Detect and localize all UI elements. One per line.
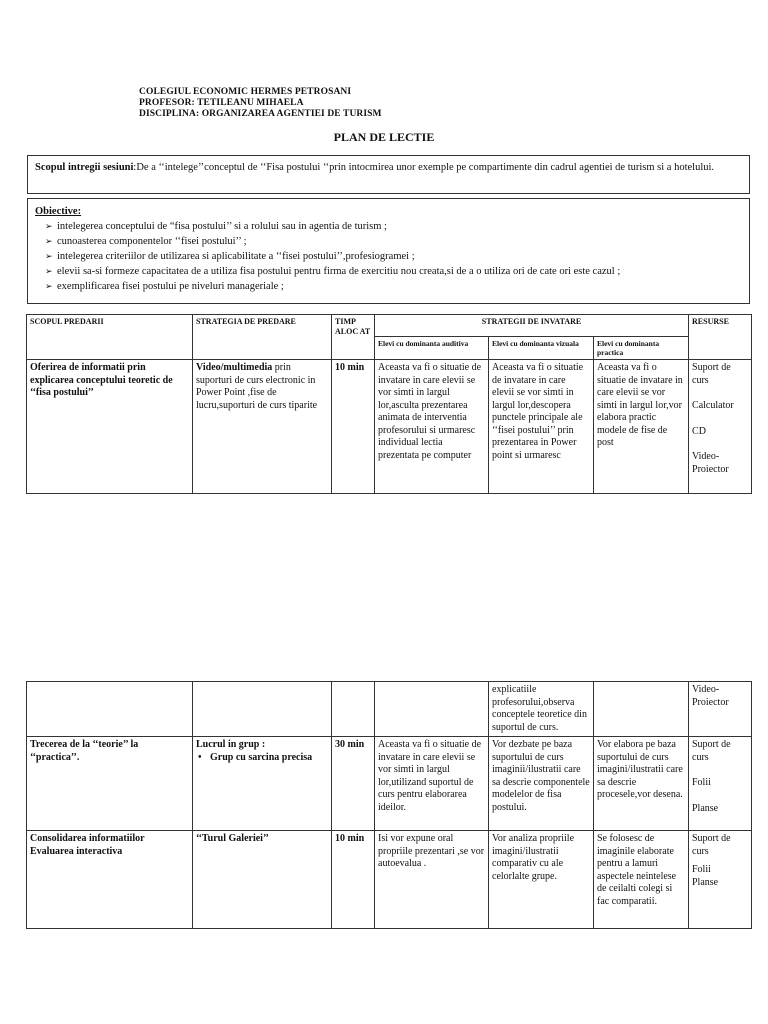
table-row bbox=[27, 360, 752, 494]
row1-time: 10 min bbox=[332, 360, 375, 494]
header-learning: STRATEGII DE INVATARE bbox=[375, 315, 689, 337]
row1-strategy: Video/multimedia prin suporturi de curs electronic in Power Point ,fise de lucru,suporturi de curs tiparite bbox=[193, 360, 332, 494]
school-name: COLEGIUL ECONOMIC HERMES PETROSANI bbox=[139, 87, 352, 97]
row2-strategy: Lucrul in grup : • Grup cu sarcina precisa bbox=[193, 737, 332, 831]
table-row bbox=[27, 682, 752, 737]
objective-item: ➢ elevii sa-si formeze capacitatea de a utiliza fisa postului pentru firma de exercitiu nou creata,si de a o utiliza ori de cate ori este cazul ; bbox=[45, 266, 621, 277]
row2-practical: Vor elabora pe baza suportului de curs imagini/ilustratii care sa descrie procesele,vor desena. bbox=[594, 737, 689, 831]
arrow-bullet-icon: ➢ bbox=[45, 236, 53, 246]
row1-resources: Suport de curs Calculator CD Video-Proiector bbox=[689, 360, 752, 494]
header-visual: Elevi cu dominanta vizuala bbox=[489, 337, 594, 360]
page-title: PLAN DE LECTIE bbox=[333, 130, 435, 144]
objectives-label: Obiective: bbox=[35, 206, 82, 217]
header-strategy: STRATEGIA DE PREDARE bbox=[193, 315, 332, 360]
row1-practical: Aceasta va fi o situatie de invatare in care elevii se vor simti in largul lor,vor elabora practic modele de fise de post bbox=[594, 360, 689, 494]
cont-visual: explicatiile profesorului,observa conceptele teoretice din suportul de curs. bbox=[489, 682, 594, 737]
scope-text: :De a ‘‘intelege’’conceptul de ‘‘Fisa postului ‘‘prin intocmirea unor exemple pe compartimente din cadrul agentiei de turism si a hotelului. bbox=[133, 162, 715, 173]
objective-item: ➢ intelegerea conceptului de “fisa postului’’ si a rolului sau in agentia de turism ; bbox=[45, 221, 387, 232]
header-time: TIMP ALOC AT bbox=[332, 315, 375, 360]
row3-visual: Vor analiza propriile imagini/ilustratii comparativ cu ale celorlalte grupe. bbox=[489, 831, 594, 929]
row3-auditory: Isi vor expune oral propriile prezentari ,se vor autoevalua . bbox=[375, 831, 489, 929]
objective-item: ➢ cunoasterea componentelor ‘‘fisei postului’’ ; bbox=[45, 236, 247, 247]
objectives-list bbox=[35, 219, 742, 294]
arrow-bullet-icon: ➢ bbox=[45, 266, 53, 276]
scope-label: Scopul intregii sesiuni bbox=[35, 162, 134, 173]
bullet-item: • Grup cu sarcina precisa bbox=[196, 752, 328, 765]
row1-auditory: Aceasta va fi o situatie de invatare in care elevii se vor simti in largul lor,asculta prezentarea animata de interventia profesorului si urmaresc individual lectia prezentata pe computer bbox=[375, 360, 489, 494]
row3-scope: Consolidarea informatiilor Evaluarea interactiva bbox=[27, 831, 193, 929]
table-row bbox=[27, 831, 752, 929]
row2-resources: Suport de curs Folii Planse bbox=[689, 737, 752, 831]
row2-time: 30 min bbox=[332, 737, 375, 831]
row2-scope: Trecerea de la ‘‘teorie’’ la ‘‘practica’’. bbox=[27, 737, 193, 831]
row3-resources: Suport de curs Folii Planse bbox=[689, 831, 752, 929]
row3-practical: Se folosesc de imaginile elaborate pentru a lamuri aspectele neintelese de ceilalti colegi si fac comparatii. bbox=[594, 831, 689, 929]
discipline-name: DISCIPLINA: ORGANIZAREA AGENTIEI DE TURISM bbox=[139, 109, 382, 119]
arrow-bullet-icon: ➢ bbox=[45, 251, 53, 261]
row1-visual: Aceasta va fi o situatie de invatare in care elevii se vor simti in largul lor,descopera punctele principale ale ‘‘fisei postului’’ prin prezentarea in Power point si urmaresc bbox=[489, 360, 594, 494]
objectives-box bbox=[27, 198, 750, 304]
header-practical: Elevi cu dominanta practica bbox=[594, 337, 689, 360]
header-auditory: Elevi cu dominanta auditiva bbox=[375, 337, 489, 360]
row2-visual: Vor dezbate pe baza suportului de curs imaginii/ilustratii care sa descrie componentele modelelor de fisa postului. bbox=[489, 737, 594, 831]
row3-time: 10 min bbox=[332, 831, 375, 929]
arrow-bullet-icon: ➢ bbox=[45, 281, 53, 291]
lesson-table-2 bbox=[26, 681, 752, 929]
teacher-name: PROFESOR: TETILEANU MIHAELA bbox=[139, 98, 304, 108]
row2-auditory: Aceasta va fi o situatie de invatare in care elevii se vor simti in largul lor,utilizand suportul de curs pentru elaborarea ideilor. bbox=[375, 737, 489, 831]
header-resources: RESURSE bbox=[689, 315, 752, 360]
table-row bbox=[27, 737, 752, 831]
lesson-table-1 bbox=[26, 314, 752, 494]
scope-box bbox=[27, 155, 750, 194]
header-row bbox=[27, 315, 752, 337]
objective-item: ➢ intelegerea criteriilor de utilizarea si aplicabilitate a ‘‘fisei postului’’,profesiogramei ; bbox=[45, 251, 415, 262]
objective-item: ➢ exemplificarea fisei postului pe niveluri manageriale ; bbox=[45, 281, 284, 292]
cont-resources: Video-Proiector bbox=[689, 682, 752, 737]
header-scope: SCOPUL PREDARII bbox=[27, 315, 193, 360]
row3-strategy: ‘‘Turul Galeriei’’ bbox=[193, 831, 332, 929]
row1-scope: Oferirea de informatii prin explicarea conceptului teoretic de ‘‘fisa postului’’ bbox=[27, 360, 193, 494]
arrow-bullet-icon: ➢ bbox=[45, 221, 53, 231]
